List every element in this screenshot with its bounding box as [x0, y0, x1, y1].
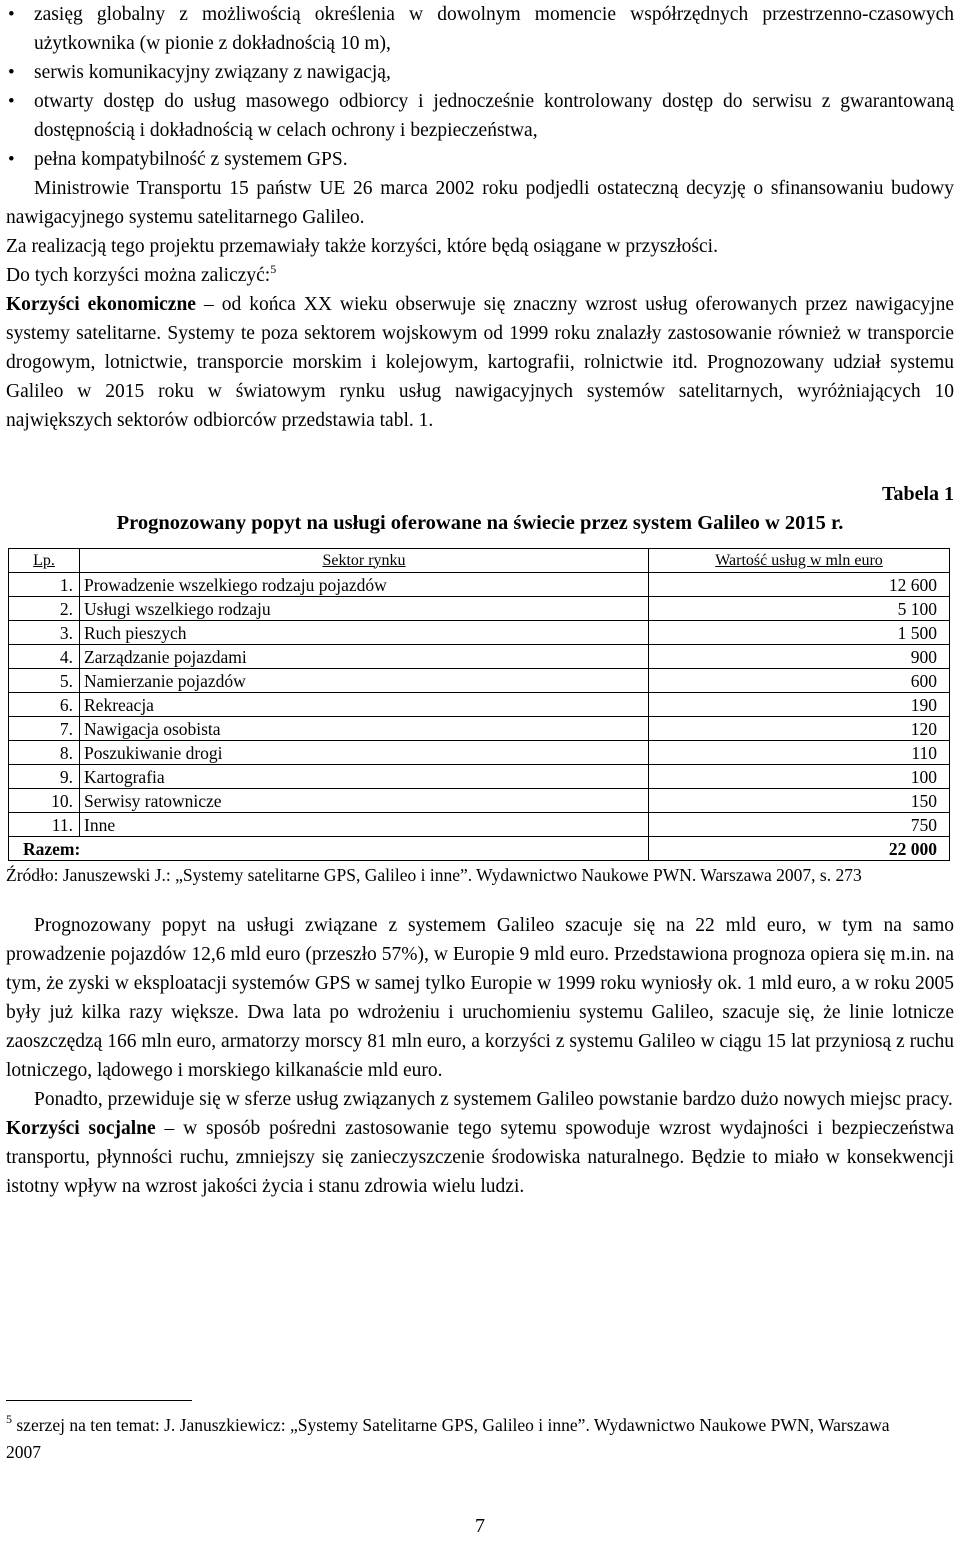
- document-page: [6, 0, 954, 1201]
- column-header-lp: Lp.: [9, 549, 80, 573]
- paragraph-jobs: Ponadto, przewiduje się w sferze usług związanych z systemem Galileo powstanie bardzo dużo nowych miejsc pracy.: [34, 1089, 953, 1110]
- row-value: 100: [649, 765, 950, 789]
- list-item: • zasięg globalny z możliwością określenia w dowolnym momencie współrzędnych przestrzenno-czasowych użytkownika (w pionie z dokładnością 10 m),: [6, 0, 954, 58]
- table-row: [9, 717, 950, 741]
- row-sector: Inne: [80, 813, 649, 837]
- table-row: [9, 789, 950, 813]
- footnote-number: 5: [6, 1412, 12, 1426]
- paragraph-demand-forecast: Prognozowany popyt na usługi związane z systemem Galileo szacuje się na 22 mld euro, w tym na samo prowadzenie pojazdów 12,6 mld euro (przeszło 57%), w Europie 9 mld euro. Przedstawiona prognoza opiera się m.in. na tym, że zyski w eksploatacji systemów GPS w samej tylko Europie w 1999 roku wyniosły ok. 1 mld euro, a w roku 2005 były już kilka razy większe. Dwa lata po wdrożeniu i uruchomieniu systemu Galileo, szacuje się, że linie lotnicze zaoszczędzą 166 mln euro, armatorzy morscy 81 mln euro, a korzyści z systemu Galileo w ciągu 15 lat przyniosą z ruchu lotniczego, lądowego i morskiego kilkanaście mld euro.: [6, 915, 954, 1081]
- footnote: [6, 1412, 916, 1466]
- list-item: • pełna kompatybilność z systemem GPS.: [6, 145, 954, 174]
- page-number: 7: [475, 1515, 485, 1537]
- row-sector: Poszukiwanie drogi: [80, 741, 649, 765]
- paragraph-ministers: Ministrowie Transportu 15 państw UE 26 marca 2002 roku podjedli ostateczną decyzję o sfinansowaniu budowy nawigacyjnego systemu satelitarnego Galileo.: [6, 178, 954, 228]
- row-lp: 5.: [9, 669, 80, 693]
- table-row: [9, 645, 950, 669]
- table-row: [9, 621, 950, 645]
- row-lp: 7.: [9, 717, 80, 741]
- row-sector: Kartografia: [80, 765, 649, 789]
- row-lp: 9.: [9, 765, 80, 789]
- market-demand-table: [8, 548, 950, 861]
- row-lp: 10.: [9, 789, 80, 813]
- table-title: Prognozowany popyt na usługi oferowane na świecie przez system Galileo w 2015 r.: [116, 512, 844, 534]
- row-sector: Usługi wszelkiego rodzaju: [80, 597, 649, 621]
- column-header-value: Wartość usług w mln euro: [649, 549, 950, 573]
- social-benefits-text: – w sposób pośredni zastosowanie tego sytemu spowoduje wzrost wydajności i bezpieczeństwa transportu, płynności ruchu, zmniejszy się zanieczyszczenie środowiska naturalnego. Będzie to miało w konsekwencji istotny wpływ na wzrost jakości życia i stanu zdrowia wielu ludzi.: [6, 1118, 954, 1197]
- list-item: • serwis komunikacyjny związany z nawigacją,: [6, 58, 954, 87]
- row-value: 190: [649, 693, 950, 717]
- table-row: [9, 813, 950, 837]
- row-value: 120: [649, 717, 950, 741]
- row-sector: Rekreacja: [80, 693, 649, 717]
- footnote-text: szerzej na ten temat: J. Januszkiewicz: „Systemy Satelitarne GPS, Galileo i inne”. Wydawnictwo Naukowe PWN, Warszawa 2007: [6, 1415, 890, 1462]
- table-row: [9, 669, 950, 693]
- row-sector: Zarządzanie pojazdami: [80, 645, 649, 669]
- table-caption: Tabela 1: [881, 483, 954, 505]
- row-value: 1 500: [649, 621, 950, 645]
- table-row: [9, 693, 950, 717]
- paragraph-benefits-list-intro: [6, 261, 954, 290]
- table-row: [9, 597, 950, 621]
- table-total-row: [9, 837, 950, 861]
- table-source: Źródło: Januszewski J.: „Systemy satelitarne GPS, Galileo i inne”. Wydawnictwo Naukowe PWN. Warszawa 2007, s. 273: [6, 865, 862, 885]
- total-label: Razem:: [9, 837, 649, 861]
- footnote-ref: 5: [270, 262, 277, 276]
- row-value: 110: [649, 741, 950, 765]
- row-lp: 1.: [9, 573, 80, 597]
- row-lp: 8.: [9, 741, 80, 765]
- list-item: • otwarty dostęp do usług masowego odbiorcy i jednocześnie kontrolowany dostęp do serwisu z gwarantowaną dostępnością i dokładnością w celach ochrony i bezpieczeństwa,: [6, 87, 954, 145]
- paragraph-text: Do tych korzyści można zaliczyć:: [6, 265, 271, 286]
- total-value: 22 000: [649, 837, 950, 861]
- table-row: [9, 765, 950, 789]
- row-value: 12 600: [649, 573, 950, 597]
- row-sector: Nawigacja osobista: [80, 717, 649, 741]
- row-value: 750: [649, 813, 950, 837]
- row-lp: 6.: [9, 693, 80, 717]
- column-header-sector: Sektor rynku: [80, 549, 649, 573]
- economic-benefits-text: – od końca XX wieku obserwuje się znaczny wzrost usług oferowanych przez nawigacyjne systemy satelitarne. Systemy te poza sektorem wojskowym od 1999 roku znalazły zastosowanie również w transporcie drogowym, lotnictwie, transporcie morskim i kolejowym, kartografii, rolnictwie itd. Prognozowany udział systemu Galileo w 2015 roku w światowym rynku usług nawigacyjnych systemów satelitarnych, wyróżniających 10 największych sektorów odbiorców przedstawia tabl. 1.: [6, 294, 954, 431]
- economic-benefits-heading: Korzyści ekonomiczne: [6, 294, 196, 315]
- footnote-divider: [6, 1400, 192, 1401]
- row-lp: 2.: [9, 597, 80, 621]
- row-value: 150: [649, 789, 950, 813]
- table-header-row: [9, 549, 950, 573]
- row-lp: 11.: [9, 813, 80, 837]
- table-row: [9, 573, 950, 597]
- row-value: 900: [649, 645, 950, 669]
- row-sector: Ruch pieszych: [80, 621, 649, 645]
- social-benefits-heading: Korzyści socjalne: [6, 1118, 156, 1139]
- row-sector: Prowadzenie wszelkiego rodzaju pojazdów: [80, 573, 649, 597]
- paragraph-social-benefits: [6, 1114, 954, 1201]
- row-value: 600: [649, 669, 950, 693]
- paragraph-benefits-intro: Za realizacją tego projektu przemawiały także korzyści, które będą osiągane w przyszłości.: [6, 236, 718, 257]
- feature-list: [6, 0, 954, 174]
- table-row: [9, 741, 950, 765]
- row-sector: Serwisy ratownicze: [80, 789, 649, 813]
- row-lp: 3.: [9, 621, 80, 645]
- row-value: 5 100: [649, 597, 950, 621]
- row-sector: Namierzanie pojazdów: [80, 669, 649, 693]
- row-lp: 4.: [9, 645, 80, 669]
- paragraph-economic-benefits: [6, 290, 954, 435]
